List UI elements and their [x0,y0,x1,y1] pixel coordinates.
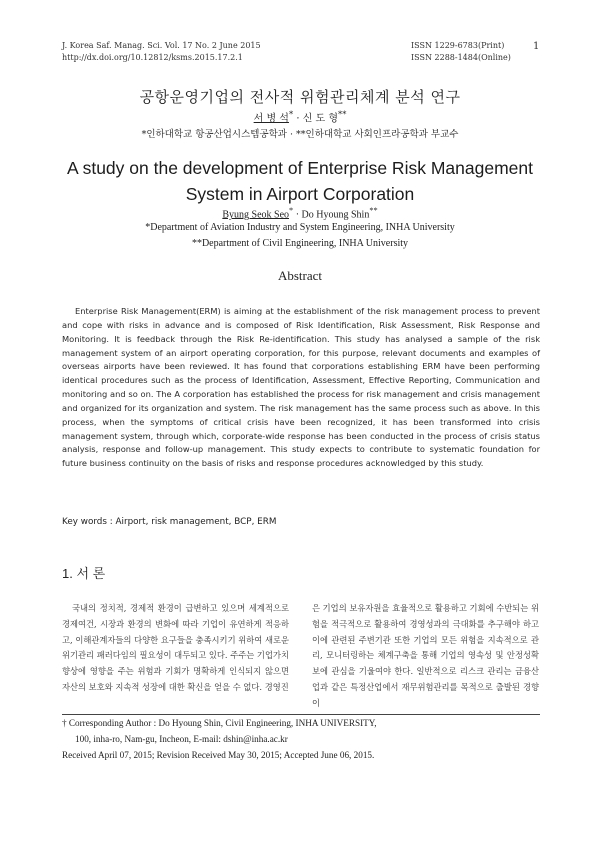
korean-author-2-mark: ** [338,109,347,119]
body-column-right: 은 기업의 보유자원을 효율적으로 활용하고 기회에 수반되는 위험을 적극적으로 활용하여 경영성과의 극대화를 추구해야 하고 이에 관련된 주변기관 또한 기업의 모든 위험을 지속적으로 관리, 모니터링하는 체계구축을 통해 기업의 영속성 및 안정성확보에 관심을 기울여야 한다. 일반적으로 리스크 관리는 금융산업과 같은 특정산업에서 재무위험관리를 목적으로 출발된 경향이 [312,603,539,708]
journal-citation: J. Korea Saf. Manag. Sci. Vol. 17 No. 2 June 2015 [62,41,261,50]
english-affiliation-2: **Department of Civil Engineering, INHA University [191,238,409,249]
korean-author-2: 신 도 형 [302,113,339,125]
footnote-corresponding-author: † Corresponding Author : Do Hyoung Shin, Civil Engineering, INHA UNIVERSITY, [62,718,377,728]
english-title [0,155,600,207]
running-header-left [62,40,261,64]
footnote-address: 100, inha-ro, Nam-gu, Incheon, E-mail: dshin@inha.ac.kr [75,734,288,744]
issn-online: ISSN 2288-1484(Online) [411,53,511,62]
section-heading-introduction: 1. 서 론 [62,566,106,581]
english-author-1-mark: * [289,206,294,215]
abstract-text: Enterprise Risk Management(ERM) is aiming at the establishment of the risk management process to prevent and cope with risks in advance and is composed of Risk Identification, Risk Assessment, Risk Response and Monitoring. It is feedback through the Risk Re-identification. This study has analysed a sample of the risk management system of an airport operating corporation, for this purpose, relevant documents and examples of overseas airports have been reviewed. It has found that corporations establishing ERM have been performing identical procedures such as the process of Identification, Assessment, Effective Reporting, Communication and monitoring and so on. The A corporation has established the process for risk management and crisis management and organized for its organization and system. The risk management has the same process such as above. In this process, when the symptoms of critical crisis have been recognized, it has been transformed into crisis management system, through which, corporate-wide response has been conducted in the process of crisis status analysis, response and follow-up management. This study expects to contribute to systematic foundation for future business continuity on the basis of risks and response procedures acknowledged by this study. [62,306,540,469]
body-column-left: 국내의 정치적, 경제적 환경이 급변하고 있으며 세계적으로 경제여건, 시장과 환경의 변화에 따라 기업이 유연하게 적응하고, 이해관계자들의 다양한 요구들을 충족시키기 위하여 새로운 위기관리 패러다임의 필요성이 대두되고 있다. 주주는 기업가치 향상에 영향을 주는 위험과 기회가 명확하게 인식되지 않으면 자산의 보호와 지속적 성장에 대한 확신을 얻을 수 없다. 경영진 [62,603,289,692]
abstract-heading: Abstract [277,268,323,283]
page-number: 1 [533,41,540,52]
english-author-2: Do Hyoung Shin [301,209,370,221]
footnote-received-dates: Received April 07, 2015; Revision Received May 30, 2015; Accepted June 06, 2015. [62,750,375,760]
korean-author-1-mark: * [288,109,294,119]
english-author-1: Byung Seok Seo [222,209,290,221]
korean-author-1: 서 병 석 [253,113,289,125]
abstract-body [62,305,540,471]
korean-author-separator: · [293,113,303,125]
english-title-line-1: A study on the development of Enterprise Risk Management [67,158,533,178]
korean-affiliation: *인하대학교 항공산업시스템공학과 · **인하대학교 사회인프라공학과 부교수 [141,129,459,140]
english-affiliation-1: *Department of Aviation Industry and System Engineering, INHA University [145,222,455,233]
english-authors [0,206,600,220]
korean-title: 공항운영기업의 전사적 위험관리체계 분석 연구 [139,88,461,106]
doi-link[interactable]: http://dx.doi.org/10.12812/ksms.2015.17.2.1 [62,53,243,62]
footnote-divider [62,714,540,715]
english-title-line-2: System in Airport Corporation [185,184,415,204]
english-author-2-mark: ** [369,206,378,215]
english-author-separator: · [293,209,302,221]
abstract-indent [62,306,75,316]
korean-authors [0,109,600,124]
issn-print: ISSN 1229-6783(Print) [411,41,505,50]
keywords: Key words : Airport, risk management, BCP, ERM [62,517,277,527]
running-header-right [411,40,511,64]
